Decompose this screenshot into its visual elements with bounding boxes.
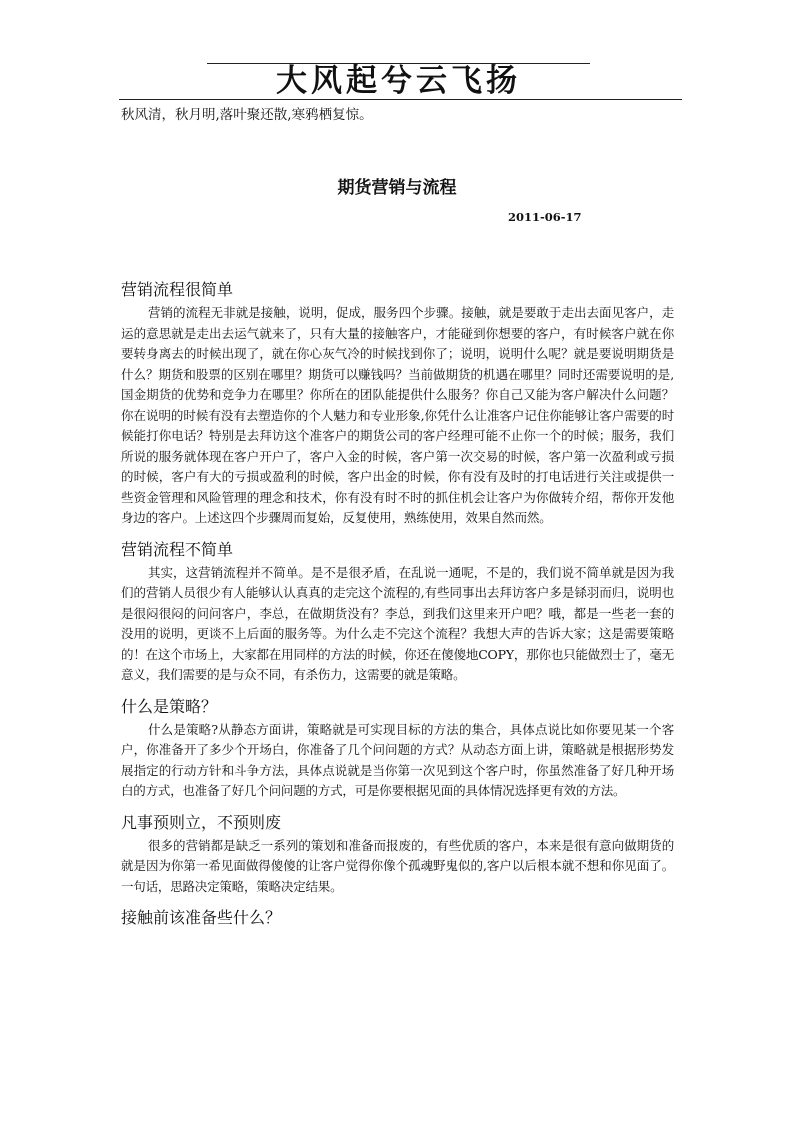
section-heading: 接触前该准备些什么？ (121, 908, 282, 927)
document-title: 期货营销与流程 (337, 178, 457, 198)
document-body (121, 276, 674, 931)
header-banner: 大风起兮云飞扬 (276, 63, 521, 99)
section-paragraph: 营销的流程无非就是接触，说明，促成，服务四个步骤。接触，就是要敢于走出去面见客户，走运的意思就是走出去运气就来了，只有大量的接触客户，才能碰到你想要的客户，有时候客户就在你要转身离去的时候出现了，就在你心灰气冷的时候找到你了；说明，说明什么呢？就是要说明期货是什么？期货和股票的区别在哪里？期货可以赚钱吗？当前做期货的机遇在哪里？同时还需要说明的是,国金期货的优势和竞争力在哪里？你所在的团队能提供什么服务？你自己又能为客户解决什么问题？你在说明的时候有没有去塑造你的个人魅力和专业形象,你凭什么让准客户记住你能够让客户需要的时候能打你电话？特别是去拜访这个准客户的期货公司的客户经理可能不止你一个的时候；服务，我们所说的服务就体现在客户开户了，客户入金的时候，客户第一次交易的时候，客户第一次盈利或亏损的时候，客户有大的亏损或盈利的时候，客户出金的时候，你有没有及时的打电话进行关注或提供一些资金管理和风险管理的理念和技术，你有没有时不时的抓住机会让客户为你做转介绍，帮你开发他身边的客户。上述这四个步骤周而复始，反复使用，熟练使用，效果自然而然。 (121, 305, 674, 525)
section-paragraph: 很多的营销都是缺乏一系列的策划和准备而报废的，有些优质的客户，本来是很有意向做期货的就是因为你第一希见面做得傻傻的让客户觉得你像个孤魂野鬼似的,客户以后根本就不想和你见面了。一句话，思路决定策略，策略决定结果。 (121, 837, 674, 894)
section-heading: 什么是策略？ (121, 696, 218, 716)
section-heading: 营销流程很简单 (121, 280, 234, 299)
header-rule-bottom (119, 99, 682, 100)
header-poem: 秋风清，秋月明,落叶聚还散,寒鸦栖复惊。 (121, 107, 373, 123)
section-paragraph: 其实，这营销流程并不简单。是不是很矛盾，在乱说一通呢，不是的，我们说不简单就是因为我们的营销人员很少有人能够认认真真的走完这个流程的,有些同事出去拜访客户多是铩羽而归，说明也是很闷很闷的问问客户，李总，在做期货没有？李总，到我们这里来开户吧？哦，都是一些老一套的没用的说明，更谈不上后面的服务等。为什么走不完这个流程？我想大声的告诉大家；这是需要策略的！在这个市场上，大家都在用同样的方法的时候，你还在傻傻地COPY，那你也只能做烈士了，毫无意义，我们需要的是与众不同，有杀伤力，这需要的就是策略。 (121, 564, 674, 682)
section-paragraph: 什么是策略?从静态方面讲，策略就是可实现目标的方法的集合，具体点说比如你要见某一个客户，你准备开了多少个开场白，你准备了几个问问题的方式？从动态方面上讲，策略就是根据形势发展指定的行动方针和斗争方法，具体点说就是当你第一次见到这个客户时，你虽然准备了好几种开场白的方式，也准备了好几个问问题的方式，可是你要根据见面的具体情况选择更有效的方法。 (121, 721, 674, 798)
section-heading: 凡事预则立，不预则废 (121, 812, 282, 832)
document-date: 2011-06-17 (508, 210, 582, 224)
section-heading: 营销流程不简单 (121, 539, 234, 559)
